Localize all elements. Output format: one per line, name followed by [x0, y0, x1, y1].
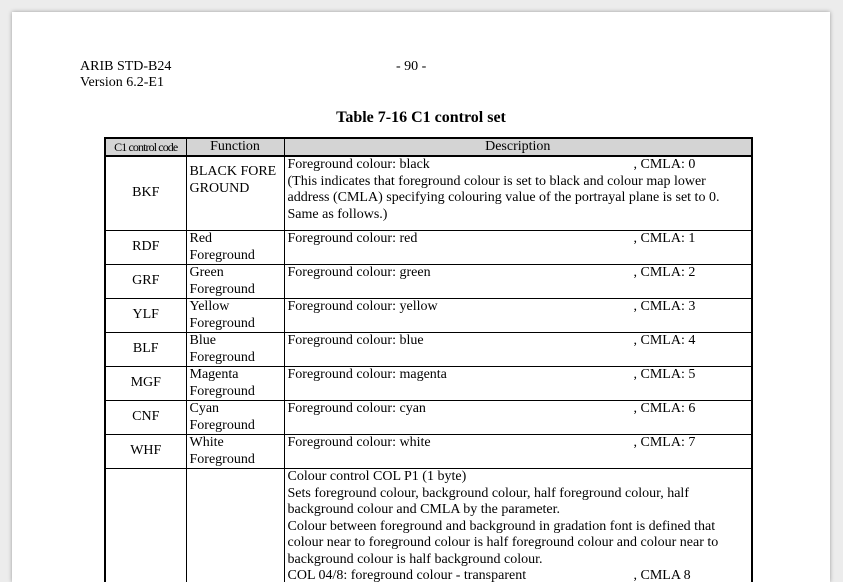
column-header-code: C1 control code [105, 138, 186, 156]
description [284, 367, 752, 401]
function-name: Yellow Foreground [186, 299, 284, 333]
control-code: MGF [105, 367, 186, 401]
table-row [105, 401, 752, 435]
table-row [105, 156, 752, 231]
description-text: Foreground colour: yellow [288, 299, 438, 314]
description [284, 265, 752, 299]
control-code: RDF [105, 231, 186, 265]
doc-version: Version 6.2-E1 [80, 75, 171, 91]
description-text: Foreground colour: cyan [288, 401, 426, 416]
cmla-value: , CMLA: 5 [634, 367, 696, 384]
function-name: BLACK FOREGROUND [186, 156, 284, 231]
column-header-function: Function [186, 138, 284, 156]
c1-control-set-table [104, 137, 753, 582]
table-row [105, 265, 752, 299]
description [284, 156, 752, 231]
function-name: Cyan Foreground [186, 401, 284, 435]
description [284, 469, 752, 582]
document-header-left [80, 59, 171, 91]
table-header-row [105, 138, 752, 156]
table-row [105, 299, 752, 333]
description-note: (This indicates that foreground colour is set to black and colour map lower address (CMLA) specifying colouring value of the portrayal plane is set to 0. Same as follows.) [288, 174, 749, 224]
description [284, 401, 752, 435]
description [284, 435, 752, 469]
cmla-value: , CMLA: 2 [634, 265, 696, 282]
function-name: Magenta Foreground [186, 367, 284, 401]
table-row [105, 435, 752, 469]
table-row [105, 231, 752, 265]
doc-id: ARIB STD-B24 [80, 59, 171, 75]
cmla-value: , CMLA: 0 [634, 157, 696, 174]
control-code: YLF [105, 299, 186, 333]
function-name [186, 469, 284, 582]
cmla-value: , CMLA: 6 [634, 401, 696, 418]
control-code: CNF [105, 401, 186, 435]
function-name: Red Foreground [186, 231, 284, 265]
function-name: Blue Foreground [186, 333, 284, 367]
table-title: Table 7-16 C1 control set [12, 108, 830, 128]
cmla-value: , CMLA: 3 [634, 299, 696, 316]
table-row-col [105, 469, 752, 582]
page-number: - 90 - [396, 59, 426, 75]
function-name: White Foreground [186, 435, 284, 469]
description-text: Foreground colour: white [288, 435, 431, 450]
description-text: Foreground colour: black [288, 157, 430, 172]
description-text: Foreground colour: blue [288, 333, 424, 348]
control-code: BLF [105, 333, 186, 367]
col-title: Colour control COL P1 (1 byte) [288, 469, 749, 486]
description-text: Foreground colour: red [288, 231, 418, 246]
document-page [12, 12, 830, 582]
control-code: GRF [105, 265, 186, 299]
column-header-description: Description [284, 138, 752, 156]
control-code [105, 469, 186, 582]
function-name: Green Foreground [186, 265, 284, 299]
col-paragraph: Colour between foreground and background in gradation font is defined that colour near to foreground colour is half foreground colour and colour near to background colour is half background colour. [288, 519, 749, 569]
table-row [105, 333, 752, 367]
cmla-value: , CMLA 8 [634, 568, 691, 582]
description [284, 333, 752, 367]
cmla-value: , CMLA: 7 [634, 435, 696, 452]
cmla-value: , CMLA: 4 [634, 333, 696, 350]
description [284, 299, 752, 333]
control-code: BKF [105, 156, 186, 231]
control-code: WHF [105, 435, 186, 469]
description [284, 231, 752, 265]
table-row [105, 367, 752, 401]
col-paragraph: Sets foreground colour, background colour, half foreground colour, half background colour and CMLA by the parameter. [288, 486, 749, 519]
description-text: Foreground colour: magenta [288, 367, 447, 382]
cmla-value: , CMLA: 1 [634, 231, 696, 248]
col-item: COL 04/8: foreground colour - transparent [288, 568, 527, 582]
description-text: Foreground colour: green [288, 265, 431, 280]
